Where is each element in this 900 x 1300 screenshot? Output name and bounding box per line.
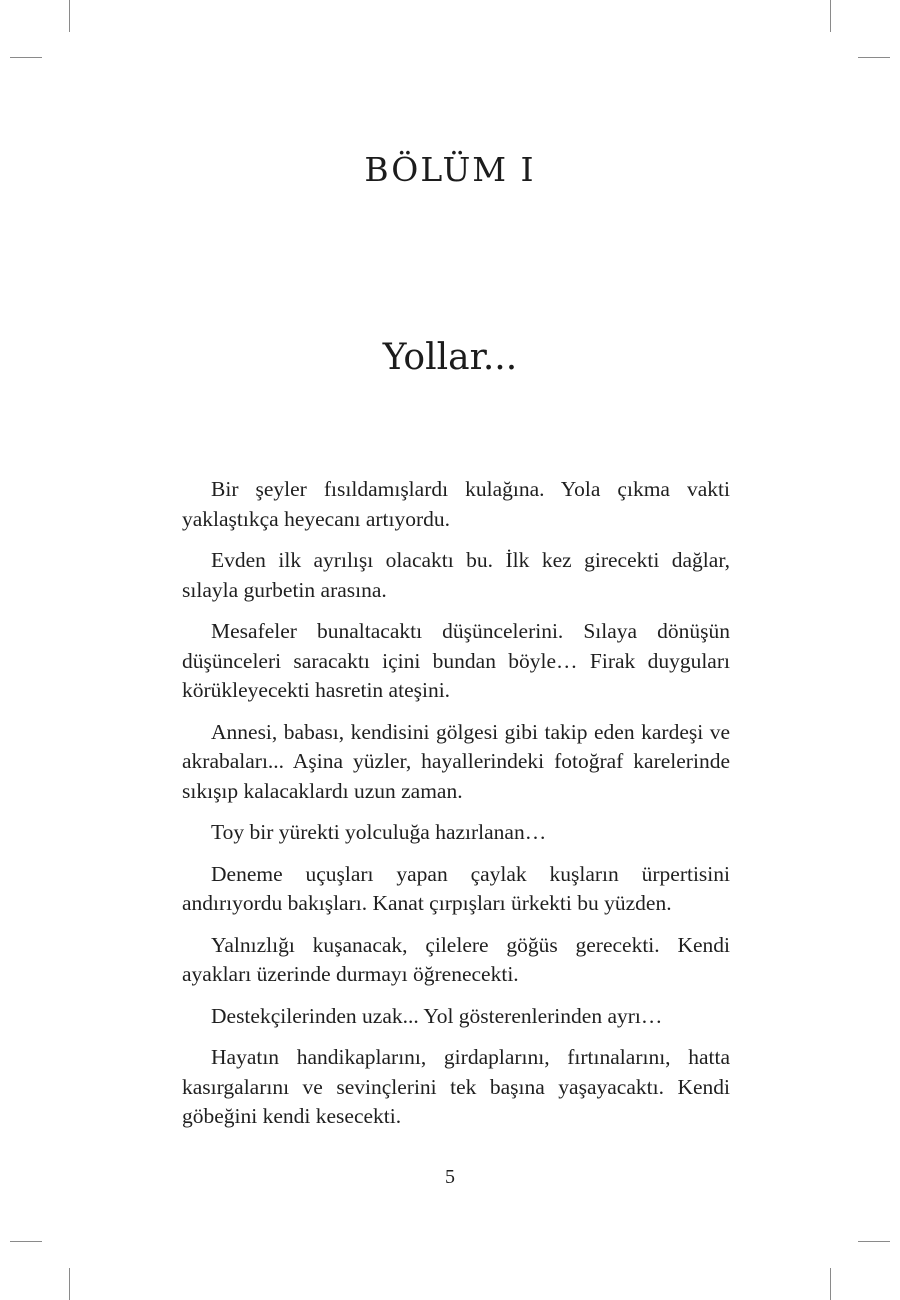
crop-mark-top-right	[830, 0, 831, 32]
paragraph: Mesafeler bunaltacaktı düşüncelerini. Sılaya dönüşün düşünceleri saracaktı içini bundan böyle… Firak duyguları körükleyecekti hasretin ateşini.	[182, 619, 730, 702]
crop-mark-left-top	[10, 57, 42, 58]
crop-mark-bottom-left	[69, 1268, 70, 1300]
chapter-body	[182, 475, 730, 1144]
paragraph: Destekçilerinden uzak... Yol gösterenlerinden ayrı…	[211, 1003, 663, 1028]
paragraph: Deneme uçuşları yapan çaylak kuşların ürpertisini andırıyordu bakışları. Kanat çırpışları ürkekti bu yüzden.	[182, 861, 730, 915]
paragraph: Hayatın handikaplarını, girdaplarını, fırtınalarını, hatta kasırgalarını ve sevinçlerini tek başına yaşayacaktı. Kendi göbeğini kendi kesecekti.	[182, 1045, 730, 1128]
paragraph: Evden ilk ayrılışı olacaktı bu. İlk kez girecekti dağlar, sılayla gurbetin arasına.	[182, 548, 730, 602]
page-number: 5	[445, 1166, 455, 1188]
paragraph: Toy bir yürekti yolculuğa hazırlanan…	[211, 820, 547, 844]
crop-mark-left-bottom	[10, 1241, 42, 1242]
chapter-title: Yollar...	[382, 337, 518, 378]
crop-mark-right-bottom	[858, 1241, 890, 1242]
paragraph: Bir şeyler fısıldamışlardı kulağına. Yola çıkma vakti yaklaştıkça heyecanı artıyordu.	[182, 477, 730, 531]
crop-mark-right-top	[858, 57, 890, 58]
crop-mark-top-left	[69, 0, 70, 32]
paragraph: Yalnızlığı kuşanacak, çilelere göğüs gerecekti. Kendi ayakları üzerinde durmayı öğrenecekti.	[182, 932, 730, 986]
paragraph: Annesi, babası, kendisini gölgesi gibi takip eden kardeşi ve akrabaları... Aşina yüzler, hayallerindeki fotoğraf karelerinde sıkışıp kalacaklardı uzun zaman.	[182, 719, 730, 803]
part-heading: BÖLÜM I	[364, 150, 536, 189]
crop-mark-bottom-right	[830, 1268, 831, 1300]
